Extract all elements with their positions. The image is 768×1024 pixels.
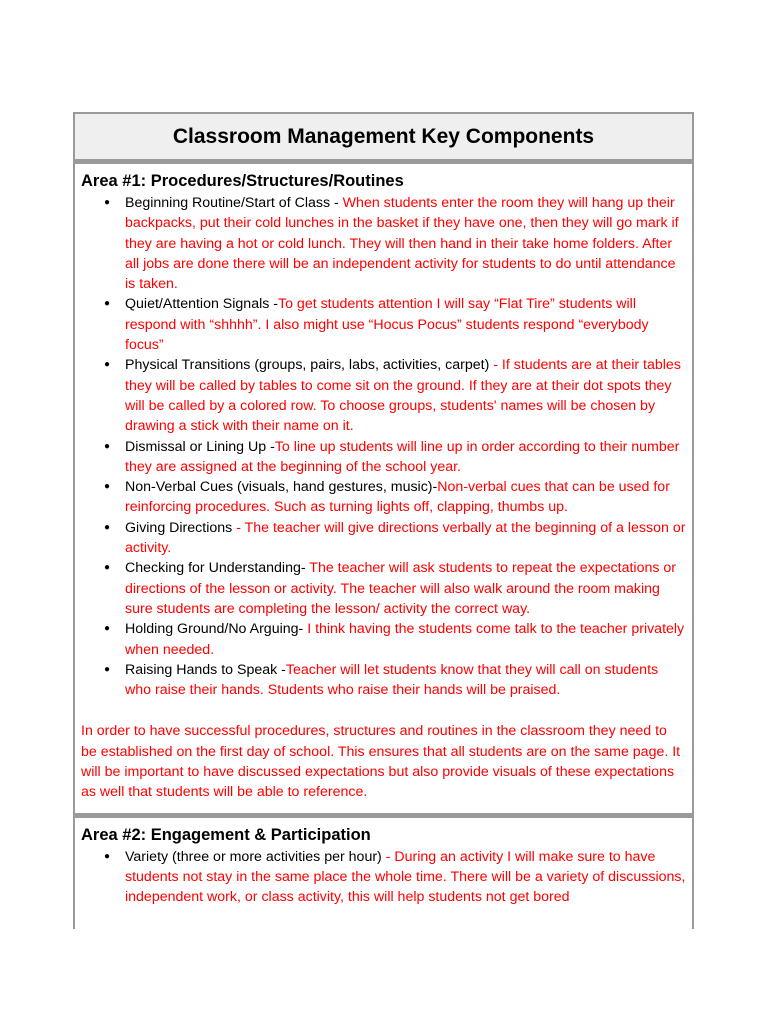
document-title: Classroom Management Key Components: [75, 114, 692, 164]
item-description: Non-verbal cues that can be used for reinforcing procedures. Such as turning lights off, clapping, thumbs up.: [125, 479, 670, 516]
item-description: - The teacher will give directions verbally at the beginning of a lesson or activity.: [125, 519, 686, 557]
list-item: [125, 518, 686, 559]
item-description: To line up students will line up in order according to their number they are assigned at the beginning of the school year.: [125, 438, 680, 475]
item-description: - If students are at their tables they will be called by tables to come sit on the ground. If they are at their dot spots they will be called by a colored row. To choose groups, students' names will be chosen by drawing a stick with their name on it.: [125, 357, 681, 435]
area-1-list: [81, 193, 686, 700]
item-label: Quiet/Attention Signals -: [125, 296, 278, 313]
list-item: [125, 477, 686, 518]
item-label: Beginning Routine/Start of Class -: [125, 195, 343, 211]
list-item: [125, 355, 686, 436]
item-label: Giving Directions: [125, 519, 237, 536]
components-table: [73, 112, 694, 929]
item-label: Checking for Understanding-: [125, 560, 310, 577]
item-label: Variety (three or more activities per hour): [125, 848, 386, 865]
list-item: [125, 558, 686, 619]
item-description: The teacher will ask students to repeat the expectations or directions of the lesson or activity. The teacher will also walk around the room making sure students are completing the lesson/ activity the correct way.: [125, 560, 676, 617]
item-description: To get students attention I will say “Flat Tire” students will respond with “shhhh”. I also might use “Hocus Pocus” students respond “everybody focus”: [125, 296, 649, 354]
item-description: When students enter the room they will hang up their backpacks, put their cold lunches in the basket if they have one, then they will go mark if they are having a hot or cold lunch. They will then hand in their take home folders. After all jobs are done there will be an independent activity for students to do until attendance is taken.: [125, 195, 679, 293]
list-item: [125, 847, 686, 908]
item-label: Physical Transitions (groups, pairs, labs, activities, carpet): [125, 357, 494, 374]
area-2-list: [81, 847, 686, 908]
area-2-heading: Area #2: Engagement & Participation: [81, 825, 371, 844]
item-label: Raising Hands to Speak -: [125, 661, 286, 678]
item-description: - During an activity I will make sure to have students not stay in the same place the whole time. There will be a variety of discussions, independent work, or class activity, this will help students not get bored: [125, 848, 686, 906]
item-description: I think having the students come talk to the teacher privately when needed.: [125, 621, 685, 658]
area-2-section: [75, 818, 692, 908]
list-item: [125, 619, 686, 660]
list-item: [125, 294, 686, 355]
item-label: Dismissal or Lining Up -: [125, 438, 275, 455]
item-label: Non-Verbal Cues (visuals, hand gestures, music)-: [125, 479, 438, 496]
list-item: [125, 193, 686, 294]
list-item: [125, 437, 686, 478]
area-1-summary: In order to have successful procedures, structures and routines in the classroom they need to be established on the first day of school. This ensures that all students are on the same page. It will be important to have discussed expectations but also provide visuals of these expectations as well that students will be able to reference.: [81, 723, 681, 801]
area-1-section: [75, 164, 692, 818]
item-label: Holding Ground/No Arguing-: [125, 621, 308, 638]
area-1-heading: Area #1: Procedures/Structures/Routines: [81, 172, 404, 190]
list-item: [125, 660, 686, 701]
item-description: Teacher will let students know that they will call on students who raise their hands. Students who raise their hands will be praised.: [125, 661, 659, 699]
